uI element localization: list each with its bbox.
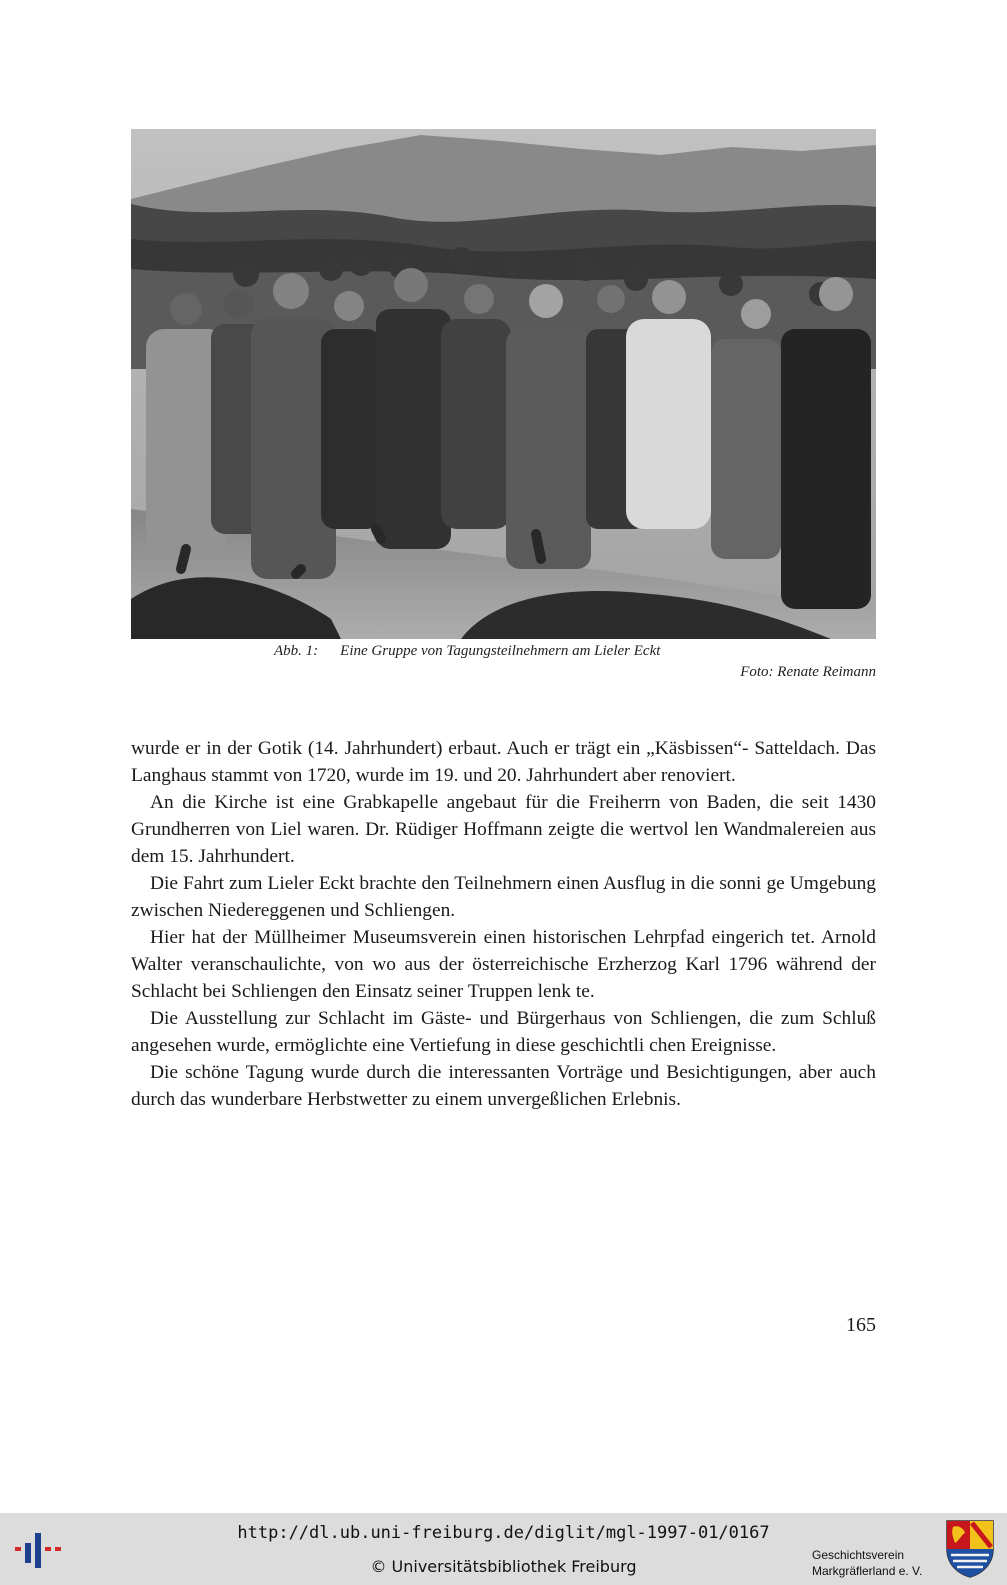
article-body	[131, 735, 876, 1113]
copyright-notice: © Universitätsbibliothek Freiburg	[370, 1557, 637, 1576]
paragraph	[131, 924, 876, 1005]
text-line: te.	[575, 981, 595, 1002]
text-line: Satteldach. Das Langhaus stammt von 1720, wurde im 19. und 20. Jahrhundert	[131, 738, 876, 786]
text-line: Die Fahrt zum Lieler Eckt brachte den Teilnehmern einen Ausflug in die sonni	[150, 873, 762, 894]
text-line: chen Ereignisse.	[649, 1035, 777, 1056]
text-line: zum Schluß angesehen wurde, ermöglichte eine Vertiefung in diese geschichtli	[131, 1008, 876, 1056]
paragraph	[131, 735, 876, 789]
text-line: Hier hat der Müllheimer Museumsverein einen historischen Lehrpfad eingerich	[150, 927, 784, 948]
page-number: 165	[846, 1314, 876, 1336]
document-url[interactable]: http://dl.ub.uni-freiburg.de/diglit/mgl-1997-01/0167	[237, 1523, 770, 1543]
text-line: seit 1430 Grundherren von Liel waren. Dr. Rüdiger Hoffmann zeigte die wertvol	[131, 792, 877, 840]
text-line: Die schöne Tagung wurde durch die interessanten Vorträge und Besichtigungen,	[150, 1062, 799, 1083]
figure-label: Abb. 1:	[274, 643, 319, 659]
figure-caption	[274, 643, 660, 660]
footer-bar	[0, 1513, 1007, 1585]
society-name	[812, 1547, 947, 1579]
society-name-line: Markgräflerland e. V.	[812, 1564, 923, 1578]
photo-credit: Foto: Renate Reimann	[740, 664, 876, 680]
text-line: ge Umgebung zwischen Niedereggenen und Schliengen.	[131, 873, 876, 921]
text-line: Die Ausstellung zur Schlacht im Gäste- und Bürgerhaus von Schliengen, die	[150, 1008, 781, 1029]
text-line: aber renoviert.	[622, 765, 736, 786]
text-line: An die Kirche ist eine Grabkapelle angebaut für die Freiherrn von Baden, die	[150, 792, 802, 813]
paragraph	[131, 1059, 876, 1113]
text-line: aber auch durch das wunderbare Herbstwetter zu einem unvergeßlichen Erlebnis.	[131, 1062, 876, 1110]
society-name-line: Geschichtsverein	[812, 1548, 905, 1562]
text-line: wurde er in der Gotik (14. Jahrhundert) erbaut. Auch er trägt ein „Käsbissen“-	[131, 738, 755, 759]
paragraph	[131, 789, 876, 870]
paragraph	[131, 870, 876, 924]
coat-of-arms-icon	[945, 1519, 995, 1579]
paragraph	[131, 1005, 876, 1059]
text-line: tet. Arnold Walter veranschaulichte, von wo aus der österreichische Erzherzog	[131, 927, 876, 975]
text-line: Karl 1796 während der Schlacht bei Schliengen den Einsatz seiner Truppen lenk	[131, 954, 876, 1002]
group-photo	[131, 129, 876, 639]
text-line: len Wandmalereien aus dem 15. Jahrhundert.	[131, 819, 876, 867]
figure-caption-text: Eine Gruppe von Tagungsteilnehmern am Lieler Eckt	[340, 643, 661, 659]
